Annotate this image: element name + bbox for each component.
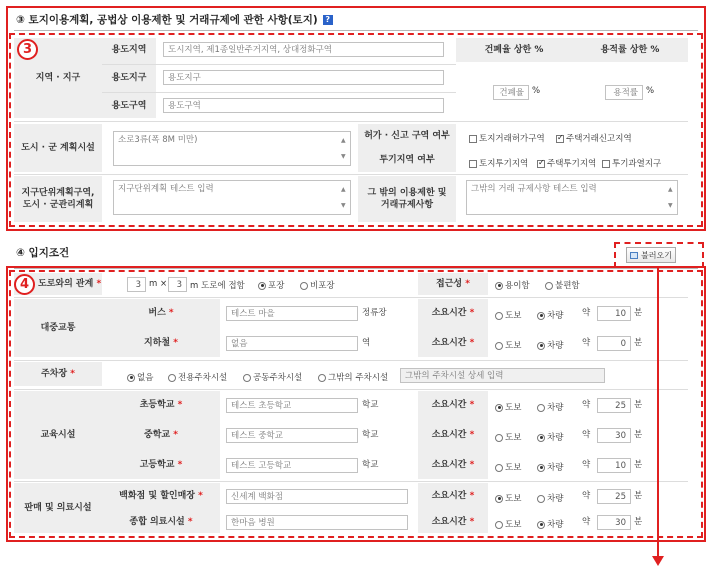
high-time-label: 소요시간 * (431, 460, 475, 470)
far-input[interactable]: 용적률 (605, 85, 643, 100)
hosp-time-input[interactable]: 30 (597, 515, 631, 530)
bus-approx: 약 (582, 308, 591, 318)
parking-other-input[interactable]: 그밖의 주차시설 상세 입력 (400, 368, 605, 383)
sales-label: 판매 및 의료시설 (24, 503, 92, 513)
section3-header (16, 12, 333, 27)
radio-icon[interactable] (243, 374, 251, 382)
zone-label: 지역 · 지구 (35, 73, 81, 83)
hosp-time-label: 소요시간 * (431, 517, 475, 527)
connector-line (657, 268, 659, 558)
hosp-approx: 약 (582, 517, 591, 527)
dept-approx: 약 (582, 491, 591, 501)
parking-label: 주차장 * (41, 369, 75, 379)
elem-input[interactable]: 테스트 초등학교 (226, 398, 358, 413)
middle-minute: 분 (634, 430, 643, 440)
city-plan-value: 소로3류(폭 8M 미만) (118, 135, 198, 145)
elem-time-input[interactable]: 25 (597, 398, 631, 413)
hosp-label: 종합 의료시설 * (129, 517, 193, 527)
radio-icon[interactable] (537, 434, 545, 442)
subway-input[interactable]: 없음 (226, 336, 358, 351)
dept-label: 백화점 및 할인매장 * (119, 491, 203, 501)
other-value: 그밖의 거래 규제사항 테스트 입력 (471, 184, 597, 194)
hosp-walk-option[interactable]: 도보 (495, 518, 521, 530)
textarea-scroll[interactable]: ▲ ▼ (341, 186, 346, 209)
radio-icon[interactable] (318, 374, 326, 382)
radio-icon[interactable] (537, 342, 545, 350)
marker-4: 4 (14, 274, 35, 295)
middle-unit: 학교 (362, 430, 379, 440)
district-plan-value: 지구단위계획 테스트 입력 (118, 184, 214, 194)
far-pct: % (646, 86, 655, 96)
arrow-down-icon (652, 556, 664, 566)
subway-time-input[interactable]: 0 (597, 336, 631, 351)
permit-opt1[interactable]: 토지거래허가구역 (469, 132, 545, 144)
access-hard-option[interactable]: 불편함 (545, 279, 580, 291)
hosp-input[interactable]: 한마음 병원 (226, 515, 408, 530)
radio-icon[interactable] (168, 374, 176, 382)
load-button-label: 불러오기 (641, 250, 672, 260)
use-area-input[interactable]: 도시지역, 제1종일반주거지역, 상대정화구역 (163, 42, 444, 57)
parking-public-option[interactable]: 공동주차시설 (243, 371, 302, 383)
checkbox-icon[interactable] (537, 160, 545, 168)
high-time-input[interactable]: 10 (597, 458, 631, 473)
row-divider (14, 121, 688, 122)
other-textarea[interactable] (466, 180, 678, 215)
high-input[interactable]: 테스트 고등학교 (226, 458, 358, 473)
section3-title: ③ 토지이용계획, 공법상 이용제한 및 거래규제에 관한 사항(토지) (16, 14, 318, 26)
road-width2-input[interactable]: 3 (168, 277, 187, 292)
edu-label: 교육시설 (40, 430, 76, 440)
subway-minute: 분 (634, 338, 643, 348)
permit-label: 허가 · 신고 구역 여부 (364, 131, 450, 141)
radio-icon[interactable] (537, 495, 545, 503)
row-divider (14, 481, 688, 482)
checkbox-icon[interactable] (556, 135, 564, 143)
unpaved-option[interactable]: 비포장 (300, 279, 335, 291)
dept-time-label: 소요시간 * (431, 491, 475, 501)
high-approx: 약 (582, 460, 591, 470)
middle-time-label: 소요시간 * (431, 430, 475, 440)
checkbox-icon[interactable] (469, 160, 477, 168)
parking-other-option[interactable]: 그밖의 주차시설 (318, 371, 388, 383)
middle-label: 중학교 * (144, 430, 178, 440)
row-divider (14, 389, 688, 390)
radio-icon[interactable] (495, 521, 503, 529)
elem-unit: 학교 (362, 400, 379, 410)
bus-car-option[interactable]: 차량 (537, 309, 563, 321)
dept-minute: 분 (634, 491, 643, 501)
hosp-minute: 분 (634, 517, 643, 527)
radio-icon[interactable] (495, 495, 503, 503)
access-label: 접근성 * (436, 279, 470, 289)
spec-opt1[interactable]: 토지투기지역 (469, 157, 528, 169)
dept-car-option[interactable]: 차량 (537, 492, 563, 504)
section4-header (16, 245, 69, 260)
textarea-scroll[interactable]: ▲ ▼ (668, 186, 673, 209)
section3-divider (14, 30, 698, 31)
elem-approx: 약 (582, 400, 591, 410)
city-plan-label: 도시 · 군 계획시설 (21, 143, 95, 153)
use-district-label: 용도지구 (111, 73, 147, 83)
hosp-car-option[interactable]: 차량 (537, 518, 563, 530)
parking-none-option[interactable]: 없음 (127, 371, 153, 383)
radio-icon[interactable] (495, 434, 503, 442)
elem-minute: 분 (634, 400, 643, 410)
row-divider (14, 174, 688, 175)
high-label: 고등학교 * (139, 460, 183, 470)
middle-input[interactable]: 테스트 중학교 (226, 428, 358, 443)
radio-icon[interactable] (537, 464, 545, 472)
middle-car-option[interactable]: 차량 (537, 431, 563, 443)
bus-minute: 분 (634, 308, 643, 318)
radio-icon[interactable] (537, 521, 545, 529)
high-walk-option[interactable]: 도보 (495, 461, 521, 473)
subway-walk-option[interactable]: 도보 (495, 339, 521, 351)
spec-opt2[interactable]: ✓ 주택투기지역 (537, 157, 596, 169)
elem-time-label: 소요시간 * (431, 400, 475, 410)
bus-time-input[interactable]: 10 (597, 306, 631, 321)
parking-private-option[interactable]: 전용주차시설 (168, 371, 227, 383)
section4-title: ④ 입지조건 (16, 247, 70, 259)
row-divider (14, 297, 688, 298)
far-label: 용적률 상한 % (600, 45, 660, 55)
district-plan-label: 지구단위계획구역, 도시 · 군관리계획 (21, 188, 95, 210)
radio-icon[interactable] (258, 282, 266, 290)
subway-unit: 역 (362, 338, 371, 348)
row-divider (102, 64, 456, 65)
other-label: 그 밖의 이용제한 및 거래규제사항 (367, 188, 447, 210)
high-unit: 학교 (362, 460, 379, 470)
checkbox-icon[interactable] (602, 160, 610, 168)
bcr-label: 건폐율 상한 % (484, 45, 544, 55)
textarea-scroll[interactable]: ▲ ▼ (341, 137, 346, 160)
bcr-pct: % (532, 86, 541, 96)
high-minute: 분 (634, 460, 643, 470)
help-icon[interactable]: ? (323, 15, 333, 25)
load-icon (630, 252, 638, 259)
high-car-option[interactable]: 차량 (537, 461, 563, 473)
dept-time-input[interactable]: 25 (597, 489, 631, 504)
middle-walk-option[interactable]: 도보 (495, 431, 521, 443)
radio-icon[interactable] (537, 312, 545, 320)
middle-time-input[interactable]: 30 (597, 428, 631, 443)
district-plan-textarea[interactable] (113, 180, 351, 215)
city-plan-textarea[interactable] (113, 131, 351, 166)
use-area-label: 용도지역 (111, 45, 147, 55)
transit-label: 대중교통 (40, 323, 76, 333)
road-m-x: m × (149, 279, 168, 289)
load-button[interactable] (626, 247, 676, 263)
bus-unit: 정류장 (362, 308, 387, 318)
middle-approx: 약 (582, 430, 591, 440)
spec-label: 투기지역 여부 (379, 155, 435, 165)
road-m-text: m 도로에 접함 (190, 281, 245, 291)
subway-approx: 약 (582, 338, 591, 348)
use-district-input[interactable]: 용도지구 (163, 70, 444, 85)
marker-3: 3 (17, 39, 38, 60)
road-width1-input[interactable]: 3 (127, 277, 146, 292)
spec-opt3[interactable]: 투기과열지구 (602, 157, 661, 169)
elem-car-option[interactable]: 차량 (537, 401, 563, 413)
bcr-input[interactable]: 건폐율 (493, 85, 529, 100)
dept-walk-option[interactable]: 도보 (495, 492, 521, 504)
radio-icon[interactable] (495, 342, 503, 350)
radio-icon[interactable] (545, 282, 553, 290)
road-label: 도로와의 관계 * (38, 279, 102, 289)
elem-walk-option[interactable]: 도보 (495, 401, 521, 413)
use-zone-input[interactable]: 용도구역 (163, 98, 444, 113)
bus-input[interactable]: 테스트 마을 (226, 306, 358, 321)
row-divider (102, 92, 456, 93)
dept-input[interactable]: 신세계 백화점 (226, 489, 408, 504)
row-divider (14, 360, 688, 361)
radio-icon[interactable] (127, 374, 135, 382)
subway-car-option[interactable]: 차량 (537, 339, 563, 351)
permit-opt2[interactable]: ✓ 주택거래신고지역 (556, 132, 632, 144)
radio-icon[interactable] (495, 282, 503, 290)
elem-label: 초등학교 * (139, 400, 183, 410)
checkbox-icon[interactable] (469, 135, 477, 143)
bus-label: 버스 * (148, 308, 174, 318)
radio-icon[interactable] (495, 312, 503, 320)
use-zone-label: 용도구역 (111, 101, 147, 111)
bus-time-label: 소요시간 * (431, 308, 475, 318)
subway-label: 지하철 * (144, 338, 178, 348)
radio-icon[interactable] (495, 404, 503, 412)
radio-icon[interactable] (537, 404, 545, 412)
paved-option[interactable]: 포장 (258, 279, 284, 291)
radio-icon[interactable] (300, 282, 308, 290)
bus-walk-option[interactable]: 도보 (495, 309, 521, 321)
subway-time-label: 소요시간 * (431, 338, 475, 348)
radio-icon[interactable] (495, 464, 503, 472)
access-easy-option[interactable]: 용이함 (495, 279, 530, 291)
